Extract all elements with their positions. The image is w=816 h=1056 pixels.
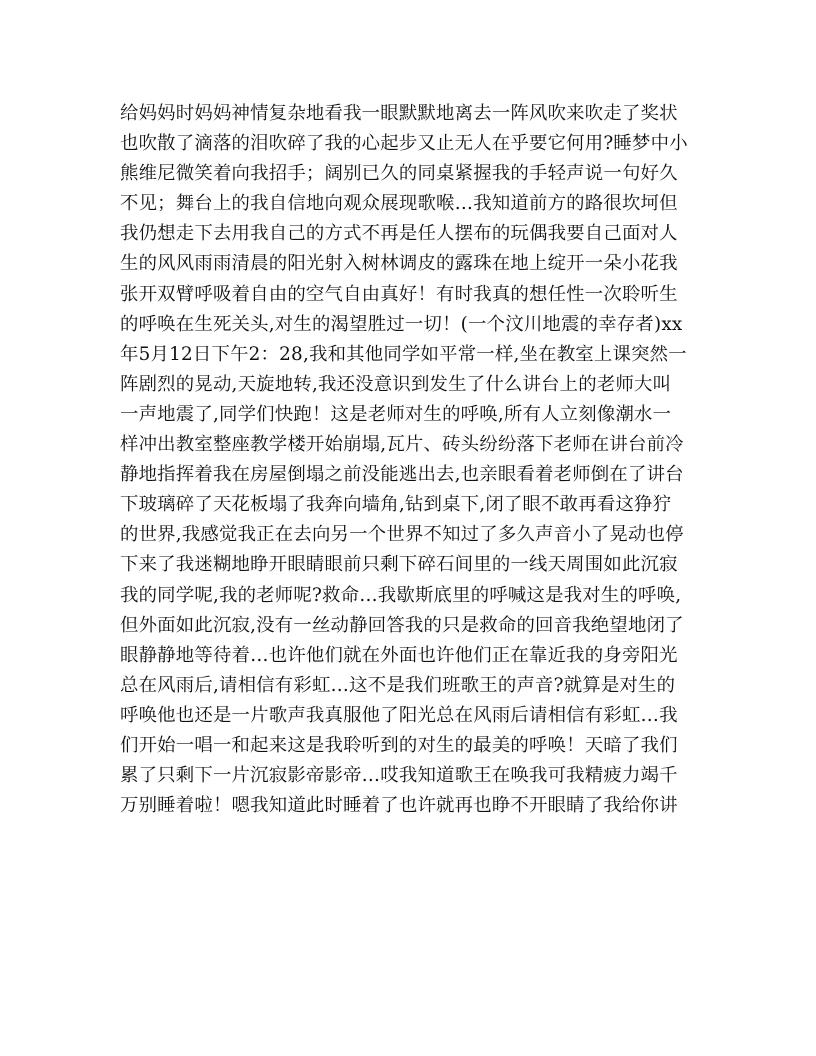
text-line: 给妈妈时妈妈神情复杂地看我一眼默默地离去一阵风吹来吹走了奖状	[120, 103, 678, 124]
text-line: 呼唤他也还是一片歌声我真服他了阳光总在风雨后请相信有彩虹…我	[120, 704, 678, 726]
text-line: 总在风雨后,请相信有彩虹…这不是我们班歌王的声音?就算是对生的	[120, 674, 676, 696]
text-line: 的世界,我感觉我正在去向另一个世界不知过了多久声音小了晃动也停	[120, 524, 684, 546]
text-line: 年5月12日下午2：28,我和其他同学如平常一样,坐在教室上课突然一	[120, 343, 687, 365]
text-line: 阵剧烈的晃动,天旋地转,我还没意识到发生了什么讲台上的老师大叫	[120, 373, 672, 395]
text-line: 静地指挥着我在房屋倒塌之前没能逃出去,也亲眼看着老师倒在了讲台	[120, 464, 684, 486]
text-line: 生的风风雨雨清晨的阳光射入树林调皮的露珠在地上绽开一朵小花我	[120, 253, 678, 275]
text-line: 下玻璃碎了天花板塌了我奔向墙角,钻到桌下,闭了眼不敢再看这狰狞	[120, 494, 672, 516]
text-line: 累了只剩下一片沉寂影帝影帝…哎我知道歌王在唤我可我精疲力竭千	[120, 765, 678, 787]
text-line: 一声地震了,同学们快跑！这是老师对生的呼唤,所有人立刻像潮水一	[120, 403, 672, 425]
text-line: 样冲出教室整座教学楼开始崩塌,瓦片、砖头纷纷落下老师在讲台前冷	[120, 434, 684, 456]
text-line: 眼静静地等待着…也许他们就在外面也许他们正在靠近我的身旁阳光	[120, 644, 678, 666]
text-line: 不见；舞台上的我自信地向观众展现歌喉…我知道前方的路很坎坷但	[120, 193, 678, 215]
text-line: 下来了我迷糊地睁开眼睛眼前只剩下碎石间里的一线天周围如此沉寂	[120, 554, 678, 576]
text-line: 我的同学呢,我的老师呢?救命…我歇斯底里的呼喊这是我对生的呼唤,	[120, 584, 682, 606]
text-line: 但外面如此沉寂,没有一丝动静回答我的只是救命的回音我绝望地闭了	[120, 614, 684, 636]
text-line: 的呼唤在生死关头,对生的渴望胜过一切！(一个汶川地震的幸存者)xx	[120, 313, 683, 335]
text-line: 我仍想走下去用我自己的方式不再是任人摆布的玩偶我要自己面对人	[120, 223, 678, 245]
text-line: 们开始一唱一和起来这是我聆听到的对生的最美的呼唤！天暗了我们	[120, 734, 678, 756]
text-line: 张开双臂呼吸着自由的空气自由真好！有时我真的想任性一次聆听生	[120, 283, 678, 305]
text-line: 熊维尼微笑着向我招手；阔别已久的同桌紧握我的手轻声说一句好久	[120, 163, 678, 185]
text-line: 万别睡着啦！嗯我知道此时睡着了也许就再也睁不开眼睛了我给你讲	[120, 795, 678, 817]
body-text	[120, 99, 700, 821]
text-line: 也吹散了滴落的泪吹碎了我的心起步又止无人在乎要它何用?睡梦中小	[120, 133, 688, 155]
